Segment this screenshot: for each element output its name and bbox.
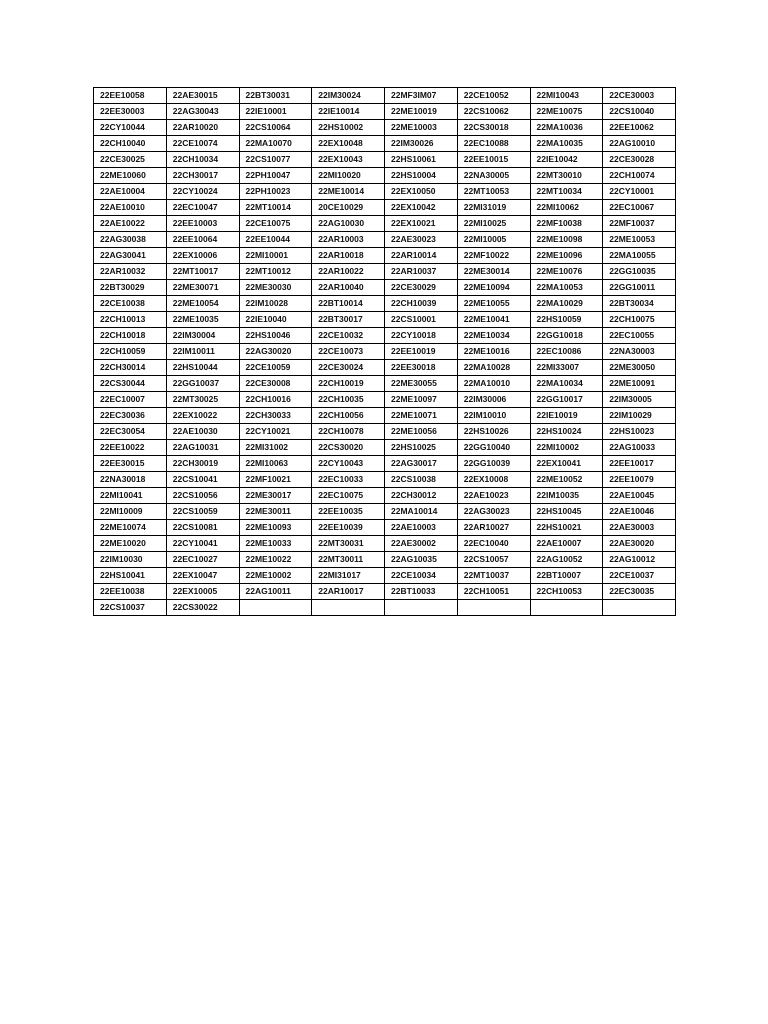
table-cell: 22CE30028 [603,152,676,168]
table-cell: 22EE10022 [94,440,167,456]
table-cell: 22EC30035 [603,584,676,600]
table-row [94,520,676,536]
table-cell: 22EC10055 [603,328,676,344]
table-row [94,312,676,328]
table-cell: 22ME10098 [530,232,603,248]
table-cell: 22EX10041 [530,456,603,472]
table-row [94,360,676,376]
table-cell: 22AR10018 [312,248,385,264]
table-cell: 22MA10028 [457,360,530,376]
table-row [94,168,676,184]
table-cell: 22ME10052 [530,472,603,488]
table-cell [457,600,530,616]
table-cell: 22ME10022 [239,552,312,568]
table-cell: 22CE30024 [312,360,385,376]
table-cell: 22BT10014 [312,296,385,312]
table-cell: 22AG10030 [312,216,385,232]
table-cell: 22AR10032 [94,264,167,280]
table-cell: 22MF10021 [239,472,312,488]
table-cell: 22AE10046 [603,504,676,520]
table-cell: 22IE10001 [239,104,312,120]
table-cell: 22CE30025 [94,152,167,168]
table-row [94,216,676,232]
table-cell: 22EC10047 [166,200,239,216]
table-cell: 22EX10006 [166,248,239,264]
table-cell: 22HS10026 [457,424,530,440]
table-row [94,552,676,568]
table-cell: 22IM30024 [312,88,385,104]
table-cell: 22HS10041 [94,568,167,584]
table-cell: 22EC10067 [603,200,676,216]
table-cell: 22ME10053 [603,232,676,248]
table-cell: 22AR10020 [166,120,239,136]
table-row [94,88,676,104]
table-cell: 22ME10093 [239,520,312,536]
table-cell: 22CH10035 [312,392,385,408]
table-cell: 22AG30017 [385,456,458,472]
table-cell: 22MT30010 [530,168,603,184]
table-cell: 22ME10060 [94,168,167,184]
table-row [94,152,676,168]
table-cell: 22BT30017 [312,312,385,328]
table-cell: 22AG30038 [94,232,167,248]
table-cell: 22AR10037 [385,264,458,280]
table-cell: 22MT30025 [166,392,239,408]
table-cell: 22ME10091 [603,376,676,392]
table-cell: 22IM10030 [94,552,167,568]
table-cell: 22HS10045 [530,504,603,520]
table-cell: 22MI10063 [239,456,312,472]
table-cell: 22MA10010 [457,376,530,392]
table-cell: 22ME10014 [312,184,385,200]
table-cell: 22MT10034 [530,184,603,200]
table-cell: 22AE10010 [94,200,167,216]
table-cell: 22CH30014 [94,360,167,376]
table-cell: 22MI10025 [457,216,530,232]
table-cell: 22MT10053 [457,184,530,200]
table-cell: 22CE30003 [603,88,676,104]
table-cell: 22ME10071 [385,408,458,424]
table-cell: 22CS10038 [385,472,458,488]
table-cell: 22MA10053 [530,280,603,296]
table-cell: 22MA10036 [530,120,603,136]
table-cell: 22CH10018 [94,328,167,344]
table-row [94,104,676,120]
table-cell: 22CS10037 [94,600,167,616]
table-cell: 22IM30006 [457,392,530,408]
table-cell: 22CS30018 [457,120,530,136]
table-cell: 22EE10015 [457,152,530,168]
table-cell: 22IE10040 [239,312,312,328]
table-cell: 22AR10017 [312,584,385,600]
table-cell: 22MF10037 [603,216,676,232]
table-row [94,424,676,440]
table-cell: 22ME10003 [385,120,458,136]
table-cell: 22CS30020 [312,440,385,456]
table-cell: 22EX10008 [457,472,530,488]
table-cell: 22ME10096 [530,248,603,264]
table-cell: 22HS10044 [166,360,239,376]
table-cell: 22ME10054 [166,296,239,312]
table-cell: 22CH10034 [166,152,239,168]
table-cell: 22EE10062 [603,120,676,136]
table-cell: 22HS10002 [312,120,385,136]
table-cell: 22MT10012 [239,264,312,280]
table-cell: 22AE10004 [94,184,167,200]
table-row [94,568,676,584]
table-cell: 22MF10038 [530,216,603,232]
table-row [94,488,676,504]
table-cell: 22EE10079 [603,472,676,488]
table-cell: 22EE30003 [94,104,167,120]
table-row [94,440,676,456]
table-cell [530,600,603,616]
table-cell: 22CE10032 [312,328,385,344]
table-cell: 22CH10019 [312,376,385,392]
table-cell: 22IM10010 [457,408,530,424]
table-cell: 22CH30012 [385,488,458,504]
table-cell: 22PH10047 [239,168,312,184]
table-cell: 22EE10039 [312,520,385,536]
table-cell: 22MF3IM07 [385,88,458,104]
table-cell: 22CH30017 [166,168,239,184]
table-cell: 22AE10003 [385,520,458,536]
table-row [94,392,676,408]
table-cell: 22CH10051 [457,584,530,600]
table-row [94,232,676,248]
table-cell: 22CY10043 [312,456,385,472]
table-cell: 22IM30004 [166,328,239,344]
table-cell: 22MI31017 [312,568,385,584]
table-cell: 22AE30003 [603,520,676,536]
table-row [94,472,676,488]
table-cell: 22MT30031 [312,536,385,552]
table-cell: 22EE30018 [385,360,458,376]
table-cell: 22CY10021 [239,424,312,440]
table-cell: 22GG10039 [457,456,530,472]
table-cell: 22CE10074 [166,136,239,152]
table-cell: 22AE10007 [530,536,603,552]
table-row [94,280,676,296]
table-cell: 22CS10064 [239,120,312,136]
table-row [94,584,676,600]
table-cell: 22MT10017 [166,264,239,280]
table-cell: 22AE30023 [385,232,458,248]
table-cell: 22HS10059 [530,312,603,328]
table-cell: 22AE10045 [603,488,676,504]
table-cell: 22MI10002 [530,440,603,456]
table-cell: 22EC10033 [312,472,385,488]
table-cell: 22CH10039 [385,296,458,312]
table-cell: 22MI10001 [239,248,312,264]
table-cell: 22ME30030 [239,280,312,296]
table-cell: 22IE10042 [530,152,603,168]
table-cell: 22CY10041 [166,536,239,552]
table-cell: 22ME10056 [385,424,458,440]
table-cell: 22HS10046 [239,328,312,344]
table-cell: 22AG10012 [603,552,676,568]
table-cell: 22MT10037 [457,568,530,584]
table-cell: 22IE10014 [312,104,385,120]
table-cell: 22CY10024 [166,184,239,200]
table-cell: 22ME30055 [385,376,458,392]
table-cell: 22EC30036 [94,408,167,424]
table-cell: 22EE10019 [385,344,458,360]
table-body [94,88,676,616]
table-cell: 22CH10078 [312,424,385,440]
table-cell: 22ME10016 [457,344,530,360]
table-cell: 22AE30020 [603,536,676,552]
table-cell: 22MI10009 [94,504,167,520]
table-cell: 22CH30033 [239,408,312,424]
table-row [94,328,676,344]
table-cell: 22EE10064 [166,232,239,248]
table-cell: 22CS10056 [166,488,239,504]
table-cell: 22EC10088 [457,136,530,152]
table-cell: 22EX10050 [385,184,458,200]
table-cell: 22AE30015 [166,88,239,104]
table-cell: 22CH10059 [94,344,167,360]
table-cell: 22AG30041 [94,248,167,264]
table-cell: 22CE10075 [239,216,312,232]
table-cell: 22NA30005 [457,168,530,184]
table-row [94,248,676,264]
table-cell: 22CS30022 [166,600,239,616]
table-cell: 22IM10029 [603,408,676,424]
table-cell: 22CH10013 [94,312,167,328]
table-cell: 22EC30054 [94,424,167,440]
table-cell: 22HS10004 [385,168,458,184]
table-cell: 22MI31019 [457,200,530,216]
table-cell: 22EX10048 [312,136,385,152]
table-cell: 22CE30029 [385,280,458,296]
table-cell: 22AE10023 [457,488,530,504]
table-cell [312,600,385,616]
table-row [94,184,676,200]
table-cell: 22MI10043 [530,88,603,104]
table-cell: 22AG30043 [166,104,239,120]
table-cell: 22MT10014 [239,200,312,216]
table-cell: 22ME10074 [94,520,167,536]
table-cell: 22GG10035 [603,264,676,280]
table-cell: 22CY10001 [603,184,676,200]
table-row [94,200,676,216]
table-cell: 22EC10027 [166,552,239,568]
table-cell: 22CE10038 [94,296,167,312]
table-cell: 22AE30002 [385,536,458,552]
table-cell: 22ME30011 [239,504,312,520]
table-cell: 22EX10043 [312,152,385,168]
table-cell: 22AR10022 [312,264,385,280]
table-cell: 22EX10047 [166,568,239,584]
table-row [94,344,676,360]
table-cell: 22HS10023 [603,424,676,440]
table-cell: 22MA10070 [239,136,312,152]
table-cell: 22BT30031 [239,88,312,104]
table-cell: 22EX10042 [385,200,458,216]
table-cell: 22AG30020 [239,344,312,360]
table-cell: 22AR10014 [385,248,458,264]
table-cell: 22ME10020 [94,536,167,552]
table-cell: 22BT10033 [385,584,458,600]
table-cell: 22GG10017 [530,392,603,408]
table-cell: 22MF10022 [457,248,530,264]
table-cell: 22ME30014 [457,264,530,280]
table-cell: 22CE10037 [603,568,676,584]
table-cell: 22EC10040 [457,536,530,552]
table-cell: 22MA10014 [385,504,458,520]
table-cell: 22CH10016 [239,392,312,408]
table-cell: 22CE10059 [239,360,312,376]
table-cell [603,600,676,616]
table-row [94,456,676,472]
table-cell: 22GG10037 [166,376,239,392]
table-cell: 22NA30003 [603,344,676,360]
table-cell: 22AG10011 [239,584,312,600]
table-cell: 22CH10040 [94,136,167,152]
table-cell: 22ME10002 [239,568,312,584]
table-cell: 22ME10076 [530,264,603,280]
table-cell: 22EC10007 [94,392,167,408]
table-cell: 22NA30018 [94,472,167,488]
table-cell: 22IM30005 [603,392,676,408]
table-cell: 22CE10052 [457,88,530,104]
table-cell: 22GG10018 [530,328,603,344]
table-row [94,408,676,424]
table-cell: 22BT30029 [94,280,167,296]
table-cell: 22ME10097 [385,392,458,408]
table-cell: 22AG10031 [166,440,239,456]
table-cell: 22CS10062 [457,104,530,120]
table-cell: 22EE10044 [239,232,312,248]
table-cell: 22AR10027 [457,520,530,536]
table-cell: 22CH10075 [603,312,676,328]
table-row [94,136,676,152]
table-cell: 22CS10040 [603,104,676,120]
table-cell: 22MI10041 [94,488,167,504]
table-cell: 22EX10021 [385,216,458,232]
table-row [94,120,676,136]
table-cell: 22CY10044 [94,120,167,136]
table-cell: 22CS10001 [385,312,458,328]
table-cell: 22BT10007 [530,568,603,584]
table-cell: 22EE10017 [603,456,676,472]
table-cell: 22ME10041 [457,312,530,328]
table-cell: 22CS30044 [94,376,167,392]
table-cell: 22ME10033 [239,536,312,552]
table-cell: 22ME30071 [166,280,239,296]
table-cell: 22EE10038 [94,584,167,600]
table-cell: 22AG10052 [530,552,603,568]
table-cell: 22MI10005 [457,232,530,248]
table-cell: 22AE10030 [166,424,239,440]
table-cell: 22AG10033 [603,440,676,456]
table-cell: 22ME10035 [166,312,239,328]
table-cell: 22GG10040 [457,440,530,456]
table-cell: 20CE10029 [312,200,385,216]
table-cell: 22ME10055 [457,296,530,312]
table-row [94,264,676,280]
table-cell: 22PH10023 [239,184,312,200]
table-cell: 22CE10034 [385,568,458,584]
table-cell: 22EC10086 [530,344,603,360]
table-cell: 22IM10011 [166,344,239,360]
table-cell: 22CE10073 [312,344,385,360]
table-cell: 22IM30026 [385,136,458,152]
table-cell: 22EE10058 [94,88,167,104]
roll-number-table [93,87,676,616]
table-cell: 22EX10005 [166,584,239,600]
table-cell: 22AE10022 [94,216,167,232]
table-cell: 22CH10056 [312,408,385,424]
table-cell: 22ME10094 [457,280,530,296]
table-cell: 22IM10028 [239,296,312,312]
table-cell: 22ME30050 [603,360,676,376]
table-cell: 22MA10035 [530,136,603,152]
table-cell: 22EX10022 [166,408,239,424]
table-cell: 22ME30017 [239,488,312,504]
table-cell: 22MA10055 [603,248,676,264]
table-row [94,600,676,616]
table-cell: 22AG10035 [385,552,458,568]
table-cell: 22MA10034 [530,376,603,392]
table-row [94,376,676,392]
table-cell: 22GG10011 [603,280,676,296]
table-cell: 22MI33007 [530,360,603,376]
table-cell [385,600,458,616]
table-cell: 22HS10061 [385,152,458,168]
table-row [94,296,676,312]
table-cell: 22EC10075 [312,488,385,504]
table-cell: 22AG10010 [603,136,676,152]
table-cell: 22MA10029 [530,296,603,312]
table-cell: 22MI31002 [239,440,312,456]
table-cell: 22BT30034 [603,296,676,312]
table-cell: 22CH30019 [166,456,239,472]
table-cell: 22HS10021 [530,520,603,536]
table-cell: 22AR10040 [312,280,385,296]
table-cell: 22CS10059 [166,504,239,520]
table-cell: 22CH10053 [530,584,603,600]
table-row [94,536,676,552]
table-cell: 22CS10077 [239,152,312,168]
table-cell: 22ME10075 [530,104,603,120]
table-cell: 22EE10003 [166,216,239,232]
table-cell: 22HS10025 [385,440,458,456]
table-cell [239,600,312,616]
table-cell: 22CY10018 [385,328,458,344]
table-cell: 22CE30008 [239,376,312,392]
table-cell: 22IE10019 [530,408,603,424]
table-cell: 22MI10062 [530,200,603,216]
table-cell: 22AG30023 [457,504,530,520]
table-cell: 22ME10034 [457,328,530,344]
table-cell: 22HS10024 [530,424,603,440]
table-cell: 22CS10041 [166,472,239,488]
table-cell: 22EE30015 [94,456,167,472]
table-cell: 22CS10081 [166,520,239,536]
table-cell: 22MT30011 [312,552,385,568]
table-cell: 22IM10035 [530,488,603,504]
table-cell: 22AR10003 [312,232,385,248]
table-row [94,504,676,520]
table-cell: 22ME10019 [385,104,458,120]
table-cell: 22CS10057 [457,552,530,568]
table-cell: 22EE10035 [312,504,385,520]
table-cell: 22CH10074 [603,168,676,184]
table-cell: 22MI10020 [312,168,385,184]
